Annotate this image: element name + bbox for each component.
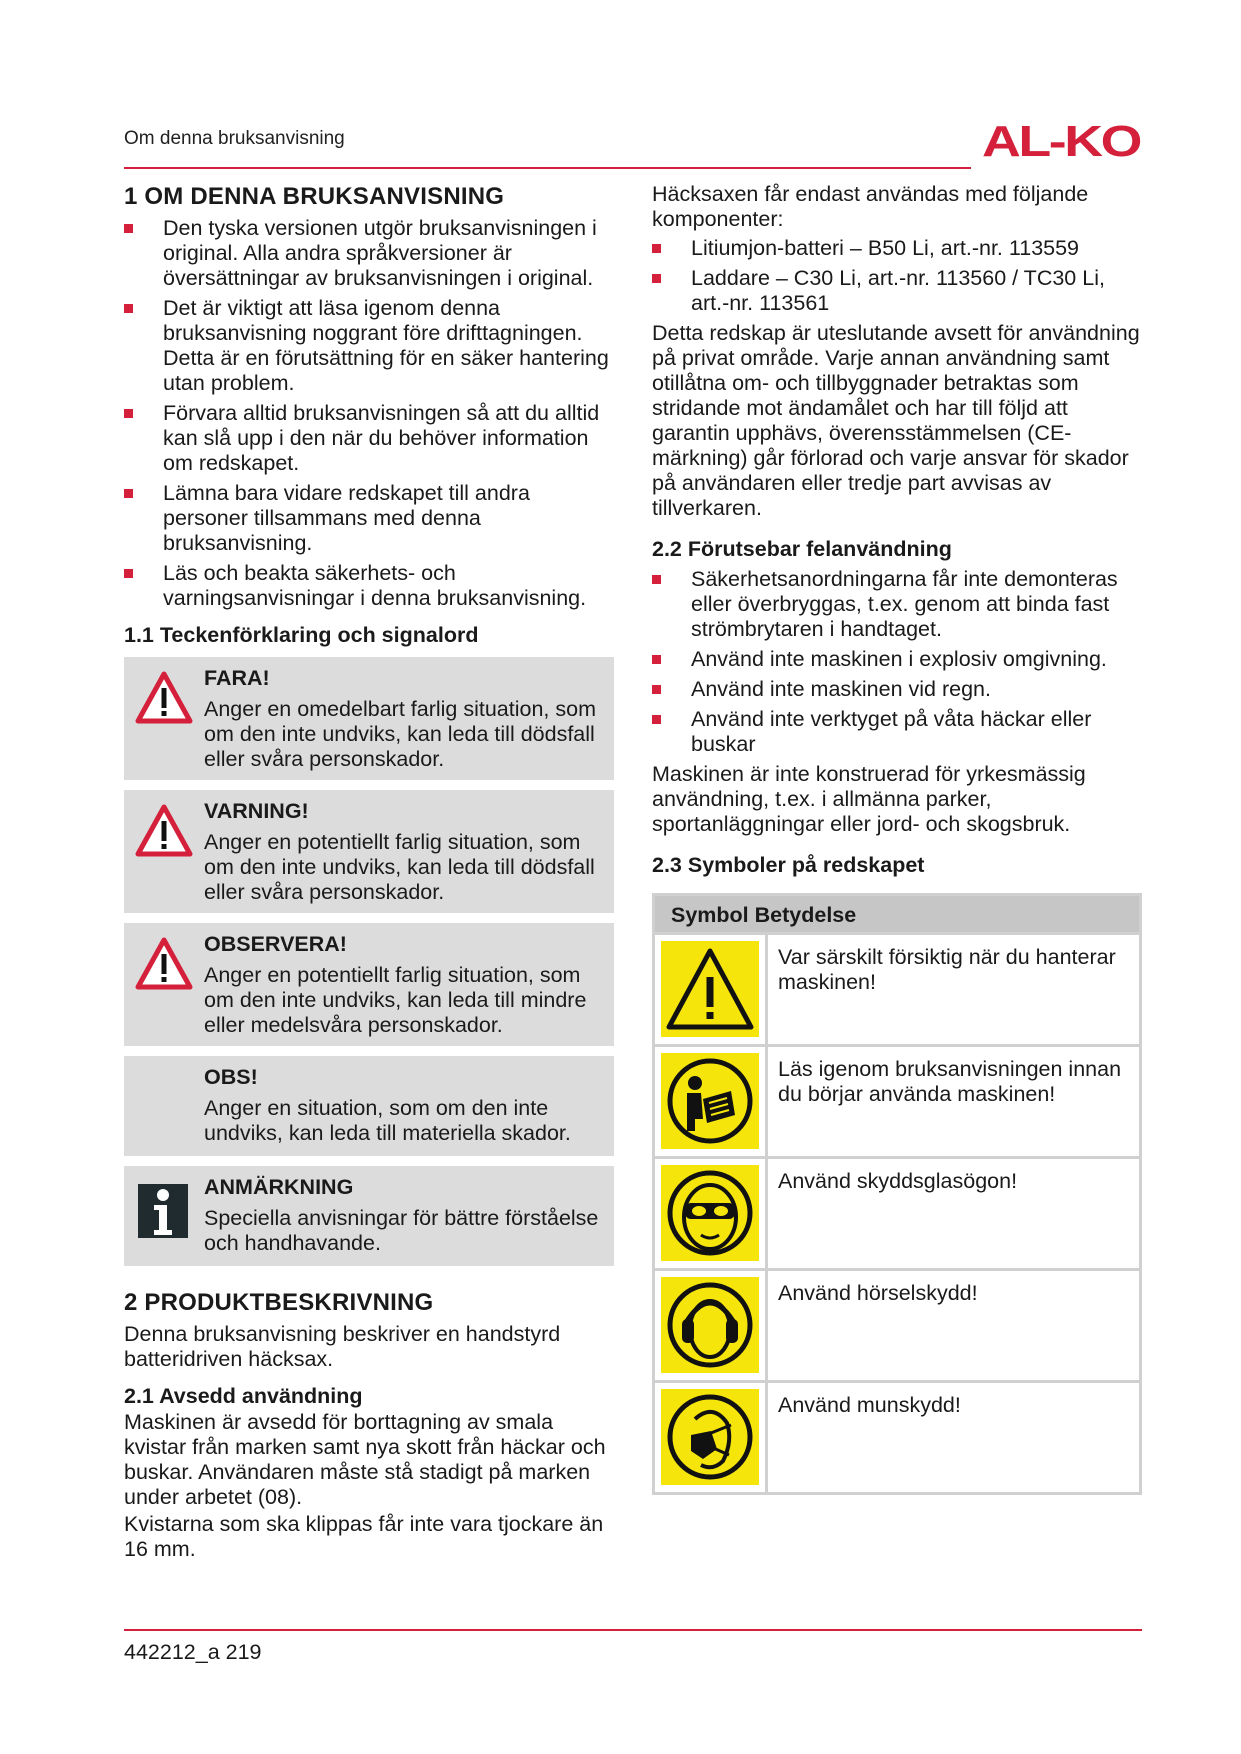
list-item: Det är viktigt att läsa igenom denna bruksanvisning noggrant före drifttagningen. Detta är en förutsättning för en säker hantering utan problem. [124,296,614,396]
section-1-1-heading: 1.1 Teckenförklaring och signalord [124,623,479,647]
table-cell: Använd skyddsglasögon! [778,1169,1018,1193]
list-item: Säkerhetsanordningarna får inte demonteras eller överbryggas, t.ex. genom att binda fast strömbrytaren i handtaget. [652,567,1142,642]
section-1-heading: 1 OM DENNA BRUKSANVISNING [124,183,505,210]
intended-use-paragraph: Detta redskap är uteslutande avsett för användning på privat område. Varje annan användning samt otillåtna om- och tillbyggnader betraktas som stridande mot ändamålet och har till följd att garantin upphävs, överensstämmelsen (CE-märkning) går förlorad och varje ansvar för skador på användaren eller tredje part avvisas av tillverkaren. [652,321,1140,520]
notice-body: Anger en potentiellt farlig situation, som om den inte undviks, kan leda till dödsfall eller svåra personskador. [204,830,595,904]
list-item: Förvara alltid bruksanvisningen så att du alltid kan slå upp i den när du behöver information om redskapet. [124,401,614,476]
section-2-heading: 2 PRODUKTBESKRIVNING [124,1289,434,1316]
left-column [124,182,614,1562]
warning-triangle-icon [134,935,194,995]
section-2-1-paragraph: Kvistarna som ska klippas får inte vara tjockare än 16 mm. [124,1512,604,1561]
components-intro: Häcksaxen får endast användas med följande komponenter: [652,182,1089,231]
ear-protection-icon [661,1277,759,1373]
page-footer: 442212_a 219 [124,1640,262,1664]
caution-triangle-icon [661,941,759,1037]
misuse-paragraph: Maskinen är inte konstruerad för yrkesmässig användning, t.ex. i allmänna parker, sportanläggningar eller jord- och skogsbruk. [652,762,1086,836]
right-column [652,182,1142,1495]
section-2-1-paragraph: Maskinen är avsedd för borttagning av smala kvistar från marken samt nya skott från häckar och buskar. Användaren måste stå stadigt på marken under arbetet (08). [124,1410,606,1509]
notice-body: Speciella anvisningar för bättre förståelse och handhavande. [204,1206,599,1255]
table-cell: Använd hörselskydd! [778,1281,978,1305]
table-row [655,1156,1139,1268]
notice-body: Anger en omedelbart farlig situation, som om den inte undviks, kan leda till dödsfall eller svåra personskador. [204,697,596,771]
list-item: Lämna bara vidare redskapet till andra personer tillsammans med denna bruksanvisning. [124,481,614,556]
notice-title: FARA! [204,666,270,690]
svg-text:AL-KO: AL-KO [982,117,1141,164]
section-2-1-heading: 2.1 Avsedd användning [124,1384,363,1408]
section-2-2-heading: 2.2 Förutsebar felanvändning [652,537,952,561]
read-manual-icon [661,1053,759,1149]
misuse-list [652,567,1142,757]
header-divider [124,167,971,169]
notice-anmarkning [124,1166,614,1266]
notice-body: Anger en situation, som om den inte undviks, kan leda till materiella skador. [204,1096,571,1145]
notice-fara [124,657,614,780]
notice-title: OBS! [204,1065,258,1089]
table-row [655,1268,1139,1380]
notice-varning [124,790,614,913]
table-header: Symbol Betydelse [655,896,1139,932]
notice-title: VARNING! [204,799,309,823]
list-item: Använd inte maskinen i explosiv omgivning. [652,647,1142,672]
table-cell: Var särskilt försiktig när du hanterar maskinen! [778,945,1116,994]
list-item: Använd inte verktyget på våta häckar eller buskar [652,707,1142,757]
notice-body: Anger en potentiellt farlig situation, som om den inte undviks, kan leda till mindre eller medelsvåra personskador. [204,963,587,1037]
notice-title: OBSERVERA! [204,932,347,956]
table-row [655,1044,1139,1156]
section-1-bullets [124,216,614,611]
list-item: Den tyska versionen utgör bruksanvisningen i original. Alla andra språkversioner är översättningar av bruksanvisningen i original. [124,216,614,291]
list-item: Laddare – C30 Li, art.-nr. 113560 / TC30 Li, art.-nr. 113561 [652,266,1142,316]
warning-triangle-icon [134,802,194,862]
info-icon [134,1178,194,1238]
face-mask-icon [661,1389,759,1485]
running-header: Om denna bruksanvisning [124,128,345,149]
alko-logo [982,116,1142,164]
table-cell: Läs igenom bruksanvisningen innan du börjar använda maskinen! [778,1057,1122,1106]
notice-obs [124,1056,614,1156]
components-list [652,236,1142,316]
warning-triangle-icon [134,669,194,729]
table-row [655,1380,1139,1492]
footer-divider [124,1629,1142,1631]
safety-goggles-icon [661,1165,759,1261]
table-row [655,932,1139,1044]
symbols-table [652,893,1142,1495]
section-2-3-heading: 2.3 Symboler på redskapet [652,853,925,877]
notice-title: ANMÄRKNING [204,1175,354,1199]
section-2-text: Denna bruksanvisning beskriver en handstyrd batteridriven häcksax. [124,1322,561,1371]
list-item: Använd inte maskinen vid regn. [652,677,1142,702]
list-item: Litiumjon-batteri – B50 Li, art.-nr. 113559 [652,236,1142,261]
notice-observera [124,923,614,1046]
table-cell: Använd munskydd! [778,1393,961,1417]
list-item: Läs och beakta säkerhets- och varningsanvisningar i denna bruksanvisning. [124,561,614,611]
